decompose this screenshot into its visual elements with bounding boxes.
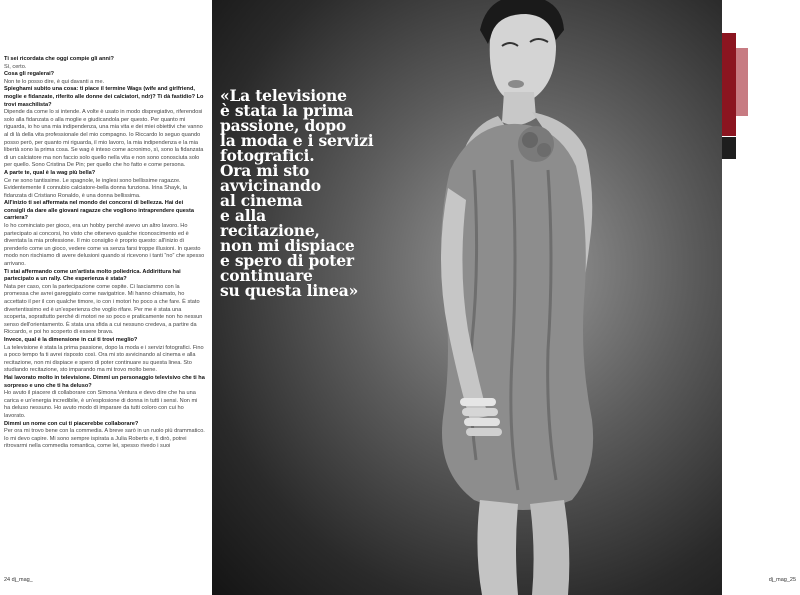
interview-question: Spieghami subito una cosa: ti piace il termine Wags (wife and girlfriend, moglie e fidanzate, riferito alle donne dei calciatori, ndr)? Ti dà fastidio? Lo trovi maschilista? — [4, 86, 204, 108]
pull-quote-line: Ora mi sto — [220, 161, 310, 180]
interview-question: Hai lavorato molto in televisione. Dimmi un personaggio televisivo che ti ha sorpreso e uno che ti ha deluso? — [4, 374, 205, 389]
interview-answer: Ho avuto il piacere di collaborare con Simona Ventura e devo dire che ha una carica e un'energia incredibile, è un'esplosione di donna in tutti i sensi. Non mi ha deluso nessuno. Ho avuto modo di imparare da tutti coloro con cui ho lavorato. — [4, 390, 198, 419]
photo-panel — [212, 0, 722, 595]
interview-question: Invece, qual è la dimensione in cui ti trovi meglio? — [4, 336, 138, 343]
pull-quote-line: non mi dispiace — [220, 236, 355, 255]
interview-answer: Sì, certo. — [4, 63, 27, 70]
pull-quote-line: fotografici. — [220, 146, 315, 165]
right-margin — [722, 0, 800, 595]
interview-answer: Non te lo posso dire, è qui davanti a me. — [4, 78, 105, 85]
interview-question: Ti sei ricordata che oggi compie gli anni? — [4, 56, 114, 62]
pull-quote-line: «La televisione — [220, 86, 347, 105]
pull-quote-line: su questa linea» — [220, 281, 359, 300]
interview-question: Ti stai affermando come un'artista molto poliedrica. Addirittura hai partecipato a un rally. Che esperienza è stata? — [4, 268, 181, 283]
interview-answer: La televisione è stata la prima passione, dopo la moda e i servizi fotografici. Fino a poco tempo fa ti avrei risposto così. Ora mi sto avvicinando al cinema e alla recitazione, non mi dispiace e spero di poter continuare su questa linea. Sto studiando recitazione, sto imparando ma mi trovo molto bene. — [4, 344, 204, 374]
interview-answer: Nata per caso, con la partecipazione come ospite. Ci lasciammo con la promessa che avrei gareggiato come navigatrice. Mi hanno chiamato, ho accettato il per il con qualche timore, io con i motori ho poco a che fare. È stato divertentissimo ed è un'esperienza che voglio rifare. Per me è stata una scoperta, soprattutto perché di motori ne so poco e praticamente non ho nessun senso dell'orientamento. È stata una sfida a cui nessuno credeva, a partire da Riccardo, e poi ho scoperto di essere brava. — [4, 283, 203, 336]
pull-quote-line: al cinema — [220, 191, 303, 210]
interview-answer: Ce ne sono tantissime. Le spagnole, le inglesi sono bellissime ragazze. Evidentemente il connubio calciatore-bella donna funziona. Irina Shayk, la fidanzata di Cristiano Ronaldo, è una donna bellissima. — [4, 177, 188, 199]
pull-quote-line: è stata la prima — [220, 101, 354, 120]
pull-quote-line: la moda e i servizi — [220, 131, 374, 150]
left-page — [0, 0, 212, 595]
accent-bar-black — [722, 137, 736, 159]
pull-quote-line: e spero di poter — [220, 251, 354, 270]
interview-column — [4, 56, 205, 451]
interview-question: A parte te, qual è la wag più bella? — [4, 169, 96, 176]
pull-quote-line: e alla — [220, 206, 266, 225]
accent-bar-dark — [722, 33, 736, 136]
interview-answer: Dipende da come lo si intende. A volte è usato in modo dispregiativo, riferendosi solo alla fidanzata o alla moglie e giudicandola per questo. Per quanto mi riguarda, io ho una mia indipendenza, una mia vita e dei miei obiettivi che vanno al di là della vita professionale del mio compagno. Io Riccardo lo seguo quando posso però, per quanto mi riguarda, il mio lavoro, la mia indipendenza e la mia libertà sono la prima cosa. Se wag è inteso come acronimo, sì, sono la fidanzata di un calciatore ma non faccio solo quello nella vita e non sono conosciuta solo per quello. Sono Cristina De Pin; per quello che ho fatto e come persona. — [4, 109, 204, 169]
pull-quote-line: passione, dopo — [220, 116, 347, 135]
page-number-left: 24 dj_mag_ — [4, 577, 33, 583]
pull-quote — [220, 88, 400, 298]
pull-quote-line: avvicinando — [220, 176, 321, 195]
interview-question: Dimmi un nome con cui ti piacerebbe collaborare? — [4, 420, 139, 427]
interview-answer: Io ho cominciato per gioco, era un hobby perché avevo un altro lavoro. Ho partecipato ai concorsi, ho visto che ottenevo qualche riconoscimento ed è diventata la mia professione. Il mio consiglio è proprio questo: all'inizio di prenderlo come un gioco, vedere come va senza farsi troppe illusioni. In questo modo non rischiamo di avere delusioni quando si ricevono i tanti “no” che spesso arrivano. — [4, 223, 205, 268]
pull-quote-line: continuare — [220, 266, 313, 285]
interview-question: All'inizio ti sei affermata nel mondo dei concorsi di bellezza. Hai dei consigli da dare alle giovani ragazze che vogliono intraprendere questa carriera? — [4, 200, 194, 222]
accent-bar-light — [736, 48, 748, 116]
interview-answer: Per ora mi trovo bene con la commedia. A breve sarò in un ruolo più drammatico. Io mi devo capire. Mi sono sempre ispirata a Julia Roberts e, ti dirò, potrei ritrovarmi nella commedia romantica, come lei, spesso rivedo i suoi — [4, 428, 205, 450]
page-number-right: dj_mag_25 — [768, 577, 796, 583]
pull-quote-line: recitazione, — [220, 221, 320, 240]
interview-question: Cosa gli regalerai? — [4, 71, 55, 78]
